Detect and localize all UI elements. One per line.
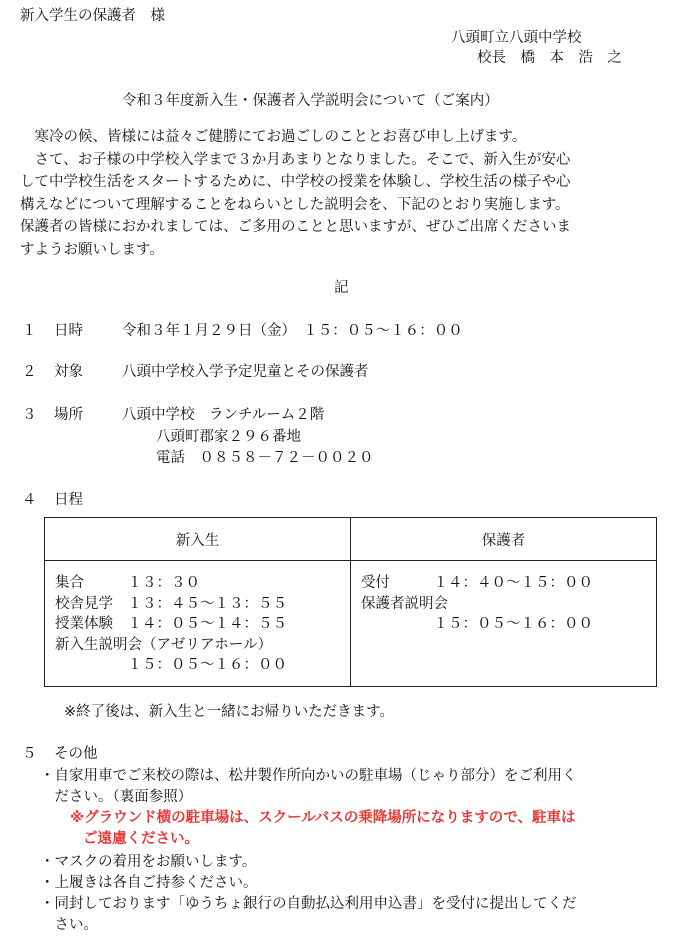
- target-label: 対象: [54, 364, 83, 380]
- schedule-entry: １５：０５～１６：００: [361, 616, 593, 632]
- parking-warning-line: ※グラウンド横の駐車場は、スクールバスの乗降場所になりますので、駐車は: [70, 810, 576, 826]
- schedule-entry: 新入生説明会（アゼリアホール）: [55, 636, 273, 653]
- schedule-label: 日程: [54, 492, 83, 508]
- recipient-line: 新入学生の保護者 様: [20, 8, 165, 24]
- bank-form-note-line: さい。: [40, 917, 98, 933]
- bank-form-note-line: ・同封しております「ゆうちょ銀行の自動払込利用申込書」を受付に提出してくだ: [40, 896, 577, 912]
- parents-schedule-cell: [351, 561, 657, 687]
- column-header-parents: 保護者: [351, 518, 657, 561]
- schedule-note: ※終了後は、新入生と一緒にお帰りいただきます。: [64, 704, 394, 720]
- schedule-header-row: [45, 518, 657, 561]
- intro-line: 寒冷の候、皆様には益々ご健勝にてお過ごしのこととお喜び申し上げます。: [20, 129, 527, 145]
- item-number: ２: [22, 364, 37, 380]
- intro-line: 保護者の皆様におかれましては、ご多用のことと思いますが、ぜひご出席くださいま: [20, 219, 571, 236]
- item-number: ４: [22, 492, 37, 508]
- other-label: その他: [54, 746, 98, 762]
- intro-line: 構えなどについて理解することをねらいとした説明会を、下記のとおり実施します。: [20, 196, 570, 213]
- schedule-entry: 校舎見学 １３：４５～１３：５５: [55, 595, 287, 612]
- place-label: 場所: [54, 407, 83, 423]
- place-phone: 電話 ０８５８－７２－００２０: [156, 450, 374, 466]
- item-number: １: [22, 323, 37, 339]
- parking-note-line: ださい。（裏面参照）: [40, 789, 193, 805]
- schedule-entry: 受付 １４：４０～１５：００: [361, 575, 593, 591]
- schedule-entry: 保護者説明会: [361, 595, 448, 612]
- schedule-entry: 集合 １３：３０: [55, 575, 200, 591]
- students-schedule-cell: [45, 561, 351, 687]
- parking-note-line: ・自家用車でご来校の際は、松井製作所向かいの駐車場（じゃり部分）をご利用く: [40, 768, 577, 784]
- place-value: 八頭中学校 ランチルーム２階: [122, 407, 325, 423]
- schedule-entry: １５：０５～１６：００: [55, 657, 287, 673]
- schedule-table: [44, 517, 657, 687]
- target-value: 八頭中学校入学予定児童とその保護者: [122, 364, 369, 380]
- item-number: ５: [22, 746, 37, 762]
- sender-school: 八頭町立八頭中学校: [451, 30, 582, 46]
- mask-note: ・マスクの着用をお願いします。: [40, 854, 257, 870]
- sender-principal: 校長 橋 本 浩 之: [477, 50, 622, 66]
- document-title: 令和３年度新入生・保護者入学説明会について（ご案内）: [122, 93, 499, 109]
- item-number: ３: [22, 407, 37, 423]
- intro-paragraph: [20, 126, 670, 262]
- column-header-students: 新入生: [45, 518, 351, 561]
- parking-warning-line: ご遠慮ください。: [83, 831, 199, 847]
- ki-heading: 記: [334, 280, 349, 296]
- shoes-note: ・上履きは各自ご持参ください。: [40, 875, 258, 891]
- datetime-value: 令和３年１月２９日（金） １５：０５～１６：００: [122, 323, 463, 339]
- datetime-label: 日時: [54, 323, 83, 339]
- place-address: 八頭町郡家２９６番地: [156, 429, 301, 445]
- intro-line: さて、お子様の中学校入学まで３か月あまりとなりました。そこで、新入生が安心: [20, 151, 571, 168]
- intro-line: すようお願いします。: [20, 241, 164, 258]
- schedule-entry: 授業体験 １４：０５～１４：５５: [55, 616, 287, 632]
- schedule-body-row: [45, 561, 657, 687]
- intro-line: して中学校生活をスタートするために、中学校の授業を体験し、学校生活の様子や心: [20, 174, 571, 191]
